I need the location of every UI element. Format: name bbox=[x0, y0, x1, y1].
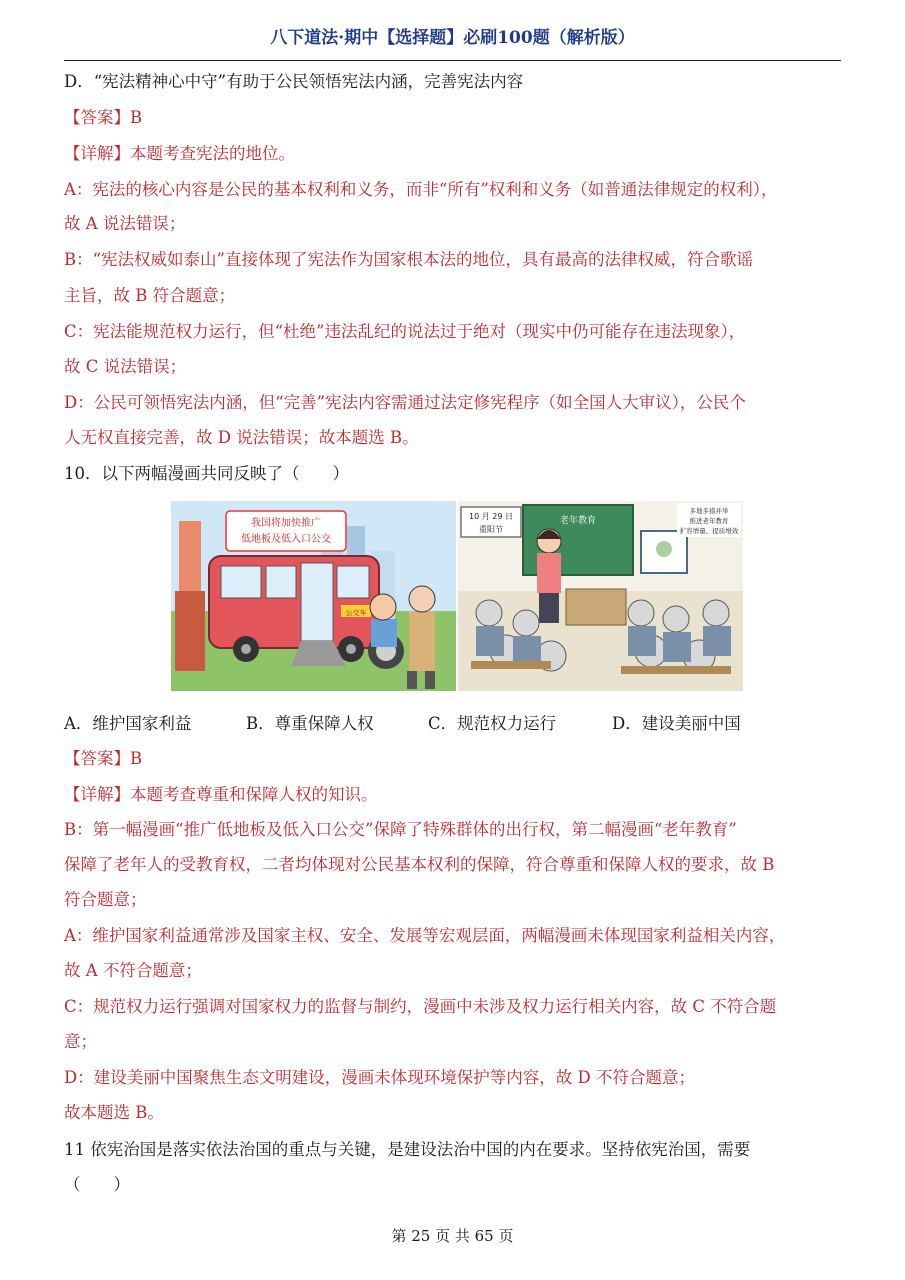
right-caption-2: 推进老年教育 bbox=[689, 517, 729, 525]
q9-explain-line: 主旨，故 B 符合题意； bbox=[64, 286, 236, 305]
q10-option-b: B．尊重保障人权 bbox=[246, 714, 374, 733]
q10-option-d: D．建设美丽中国 bbox=[612, 714, 741, 733]
q10-explain-line: 保障了老年人的受教育权，二者均体现对公民基本权利的保障，符合尊重和保障人权的要求，故 B bbox=[64, 855, 775, 874]
header-title: 八下道法·期中【选择题】必刷100题（解析版） bbox=[270, 28, 635, 48]
date-1: 10 月 29 日 bbox=[469, 512, 513, 521]
q9-explain-line: 故 C 说法错误； bbox=[64, 357, 187, 376]
q10-explain-line: D：建设美丽中国聚焦生态文明建设，漫画未体现环境保护等内容，故 D 不符合题意； bbox=[64, 1068, 695, 1087]
board-title: 老年教育 bbox=[559, 516, 597, 526]
left-caption-1: 我国将加快推广 bbox=[251, 518, 321, 529]
q10-explain-intro: 【详解】本题考查尊重和保障人权的知识。 bbox=[64, 785, 378, 804]
right-comic-panel bbox=[457, 501, 743, 691]
right-caption-3: 扩容增量、提质增效 bbox=[679, 527, 739, 535]
q10-stem: 10．以下两幅漫画共同反映了（ ） bbox=[64, 464, 349, 483]
q10-explain-line: 意； bbox=[64, 1032, 97, 1051]
q9-explain-line: 人无权直接完善，故 D 说法错误；故本题选 B。 bbox=[64, 428, 419, 447]
q10-explain-line: B：第一幅漫画“推广低地板及低入口公交”保障了特殊群体的出行权，第二幅漫画“老年教育” bbox=[64, 820, 737, 839]
q9-option-d: D．“宪法精神心中守”有助于公民领悟宪法内涵，完善宪法内容 bbox=[64, 72, 524, 91]
date-2: 重阳节 bbox=[479, 525, 503, 534]
left-caption-2: 低地板及低入口公交 bbox=[241, 534, 331, 545]
q10-option-a: A．维护国家利益 bbox=[64, 714, 192, 733]
q10-answer: 【答案】B bbox=[64, 749, 143, 768]
q10-explain-line: 故 A 不符合题意； bbox=[64, 961, 202, 980]
right-caption-1: 多地多措并举 bbox=[689, 507, 729, 515]
q11-stem: 11 依宪治国是落实依法治国的重点与关键，是建设法治中国的内在要求。坚持依宪治国，需要 bbox=[64, 1140, 751, 1159]
q9-explain-line: B：“宪法权威如泰山”直接体现了宪法作为国家根本法的地位，具有最高的法律权威，符合歌谣 bbox=[64, 250, 753, 269]
q9-explain-line: 故 A 说法错误； bbox=[64, 214, 186, 233]
q10-explain-line: 故本题选 B。 bbox=[64, 1103, 164, 1122]
page-footer bbox=[0, 1225, 905, 1246]
q10-explain-line: C：规范权力运行强调对国家权力的监督与制约，漫画中未涉及权力运行相关内容，故 C 不符合题 bbox=[64, 997, 777, 1016]
q9-answer: 【答案】B bbox=[64, 108, 143, 127]
left-comic-panel bbox=[171, 501, 457, 691]
q9-explain-line: D：公民可领悟宪法内涵，但“完善”宪法内容需通过法定修宪程序（如全国人大审议），公民个 bbox=[64, 393, 746, 412]
page-number: 第 25 页 共 65 页 bbox=[391, 1227, 514, 1245]
bus-sign: 公交车 bbox=[345, 609, 367, 617]
q9-explain-line: A：宪法的核心内容是公民的基本权利和义务，而非“所有”权利和义务（如普通法律规定的权利）， bbox=[64, 180, 778, 199]
q9-explain-line: C：宪法能规范权力运行，但“杜绝”违法乱纪的说法过于绝对（现实中仍可能存在违法现象）， bbox=[64, 322, 746, 341]
q10-comic-figure bbox=[171, 501, 743, 691]
q10-option-c: C．规范权力运行 bbox=[428, 714, 557, 733]
q10-options bbox=[64, 712, 844, 736]
q10-explain-line: A：维护国家利益通常涉及国家主权、安全、发展等宏观层面，两幅漫画未体现国家利益相关内容， bbox=[64, 926, 786, 945]
q10-explain-line: 符合题意； bbox=[64, 890, 147, 909]
q9-explain-intro: 【详解】本题考查宪法的地位。 bbox=[64, 144, 295, 163]
page-header bbox=[64, 24, 841, 61]
q11-stem-bracket: （ ） bbox=[64, 1175, 130, 1194]
